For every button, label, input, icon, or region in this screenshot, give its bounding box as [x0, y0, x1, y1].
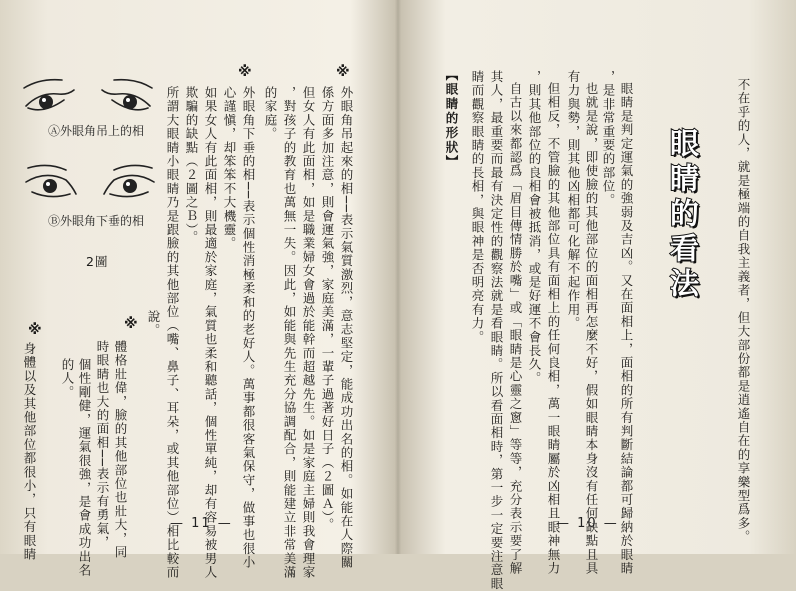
text-column: ，對孩子的教育也萬無一失。因此，如能與先生充分協調配合，則能建立非常美滿: [282, 86, 297, 580]
eye-drooping-icon: [20, 160, 160, 212]
eye-raised-icon: [18, 70, 158, 126]
text-column: 係方面多加注意，則會運氣強，家庭美滿，一輩子過著好日子（２圖Ａ）。: [320, 86, 335, 532]
page-number: — 10 —: [556, 516, 619, 531]
subsection-heading: 【眼睛的形狀】: [444, 68, 459, 170]
text-column: 也就是說，即使臉的其他部位的面相再怎麼不好，假如眼睛本身沒有任何缺點且具: [584, 82, 599, 576]
page-10: [398, 0, 796, 591]
text-column: 所謂大眼睛小眼睛乃是跟臉的其他部位（嘴、鼻子、耳朵，或其他部位）相比較而: [165, 86, 180, 580]
paragraph-mark: ※: [124, 316, 138, 332]
paragraph-mark: ※: [238, 64, 252, 80]
text-column: 不在乎的人，就是極端的自我主義者，但大部份都是逍遙自在的享樂型爲多。: [736, 78, 751, 544]
text-column: 但女人有此面相，如是職業婦女會過於能幹而超越先生。如是家庭主婦則我會理家: [301, 86, 316, 580]
text-column: 心謹愼，却笨笨不大機靈。: [222, 86, 237, 251]
text-column: 個性剛健，運氣很強，是會成功出名: [77, 358, 92, 578]
text-column: 眼睛是判定運氣的強弱及吉凶。又在面相上，面相的所有判斷結論都可歸納於眼睛: [619, 82, 634, 576]
text-column: 說。: [146, 310, 161, 338]
text-column: 時眼睛也大的面相──表示有勇氣，: [95, 340, 110, 550]
figure-caption: Ⓐ外眼角吊上的相: [48, 124, 145, 138]
text-column: 睛而觀察眼睛的長相，與眼神是否明亮有力。: [470, 70, 485, 344]
text-column: 但相反，不管臉的其他部位具有面相上的任何良相，萬一眼睛屬於凶相且眼神無力: [546, 82, 561, 576]
text-column: 外眼角下垂的相──表示個性消極柔和的老好人。萬事都很客氣保守，做事也很小: [241, 86, 256, 570]
text-column: 欺騙的缺點（２圖之Ｂ）。: [184, 86, 199, 245]
text-column: 其人，最重要而最有決定性的觀察法就是看眼睛。所以看面相時，第一步一定要注意眼: [489, 70, 504, 591]
text-column: 的家庭。: [263, 86, 278, 141]
text-column: 自古以來都認爲「眉目傳情勝於嘴」或「眼睛是心靈之窻」等等，充分表示要了解: [508, 82, 523, 576]
text-column: 有力與勢，則其他凶相都可化解不起作用。: [566, 70, 581, 331]
section-heading: 眼睛的看法: [666, 128, 700, 303]
text-column: ，則其他部位的良相會被抵消，或是好運不會長久。: [527, 70, 542, 386]
text-column: 體格壯偉，臉的其他部位也壯大，同: [113, 340, 128, 560]
text-column: 身體以及其他部位都很小，只有眼睛: [22, 342, 37, 562]
text-column: 的人。: [60, 358, 75, 400]
page-11: [0, 0, 398, 580]
page-number: — 11 —: [170, 516, 233, 531]
figure-label: 2圖: [86, 254, 109, 269]
paragraph-mark: ※: [28, 322, 42, 338]
paragraph-mark: ※: [336, 64, 350, 80]
text-column: 如果女人有此面相，則最適於家庭，氣質也柔和聽話，個性單純，却有容易被男人: [203, 86, 218, 580]
text-column: 外眼角吊起來的相──表示氣質激烈，意志堅定，能成功出名的相。如能在人際關: [339, 86, 354, 570]
figure-caption: Ⓑ外眼角下垂的相: [48, 214, 145, 228]
text-column: ，是非常重要的部位。: [601, 70, 616, 207]
